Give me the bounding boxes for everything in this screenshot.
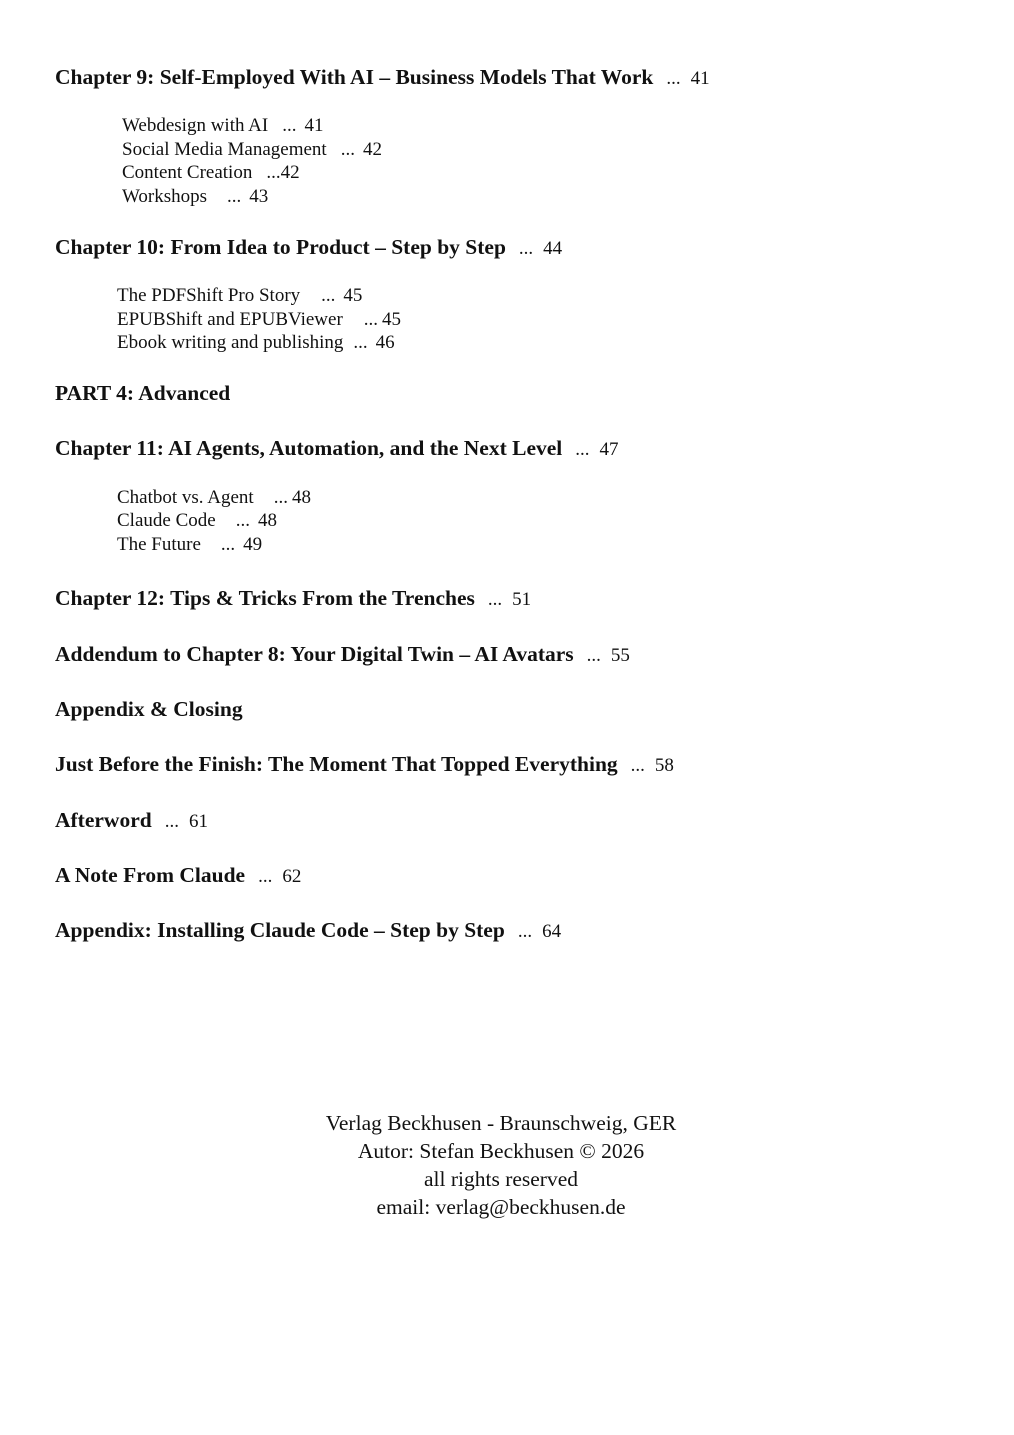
toc-entry-note-from-claude[interactable] [55, 862, 301, 890]
leader-dots: ... [164, 811, 179, 832]
leader-dots: ... [220, 534, 236, 555]
page-number: 47 [599, 439, 619, 460]
leader-dots: ... [363, 309, 379, 330]
chapter-title: Addendum to Chapter 8: Your Digital Twin – AI Avatars [55, 642, 574, 666]
page-number: 45 [343, 285, 363, 306]
leader-dots: ... [266, 162, 281, 183]
leader-dots: ... [235, 510, 250, 531]
chapter-title: Appendix: Installing Claude Code – Step by Step [55, 918, 505, 942]
page-number: 55 [610, 645, 630, 666]
publisher-line: Verlag Beckhusen - Braunschweig, GER [325, 1111, 677, 1135]
page-number: 41 [304, 115, 324, 136]
toc-entry-chapter-11[interactable] [55, 435, 619, 463]
toc-entry-chapter-10[interactable] [55, 234, 562, 262]
chapter-title: Chapter 9: Self-Employed With AI – Business Models That Work [55, 65, 654, 89]
subsection-title: Workshops [122, 186, 208, 207]
page-number: 48 [257, 510, 277, 531]
page-number: 42 [280, 162, 300, 183]
toc-entry-social-media[interactable] [122, 138, 382, 162]
leader-dots: ... [282, 115, 297, 136]
page-number: 64 [542, 921, 562, 942]
leader-dots: ... [227, 186, 242, 207]
page-number: 48 [291, 487, 311, 508]
toc-entry-appendix-installing[interactable] [55, 917, 561, 945]
toc-entry-content-creation[interactable] [122, 161, 300, 185]
subsection-title: Claude Code [117, 510, 216, 531]
toc-entry-pdfshift[interactable] [117, 284, 362, 308]
subsection-title: EPUBShift and EPUBViewer [117, 309, 343, 330]
toc-entry-chapter-12[interactable] [55, 585, 531, 613]
subsection-title: Chatbot vs. Agent [117, 487, 254, 508]
leader-dots: ... [353, 332, 368, 353]
toc-entry-claude-code[interactable] [117, 509, 277, 533]
leader-dots: ... [258, 866, 273, 887]
leader-dots: ... [575, 439, 590, 460]
toc-entry-ebook-writing[interactable] [117, 331, 395, 355]
leader-dots: ... [487, 589, 503, 610]
part-heading-appendix-closing [55, 696, 243, 722]
leader-dots: ... [666, 68, 681, 89]
page-number: 61 [188, 811, 208, 832]
toc-entry-chapter-9[interactable] [55, 64, 710, 92]
page-number: 58 [654, 755, 674, 776]
chapter-title: Chapter 11: AI Agents, Automation, and the Next Level [55, 436, 563, 460]
toc-entry-before-finish[interactable] [55, 751, 674, 779]
author-line: Autor: Stefan Beckhusen © 2026 [357, 1139, 645, 1163]
subsection-title: Ebook writing and publishing [117, 332, 344, 353]
chapter-title: A Note From Claude [55, 863, 246, 887]
toc-entry-chatbot-vs-agent[interactable] [117, 486, 311, 510]
toc-entry-afterword[interactable] [55, 807, 208, 835]
subsection-title: Webdesign with AI [122, 115, 269, 136]
imprint [0, 1109, 1002, 1221]
chapter-title: Chapter 12: Tips & Tricks From the Trenches [55, 586, 475, 610]
page-number: 44 [543, 238, 563, 259]
page-number: 43 [249, 186, 269, 207]
part-heading-4 [55, 380, 230, 406]
chapter-title: Just Before the Finish: The Moment That Topped Everything [55, 752, 618, 776]
leader-dots: ... [517, 921, 533, 942]
toc-entry-epubshift[interactable] [117, 308, 401, 332]
subsection-title: The PDFShift Pro Story [117, 285, 301, 306]
page-number: 41 [690, 68, 710, 89]
page-number: 51 [512, 589, 532, 610]
page-number: 45 [382, 309, 402, 330]
leader-dots: ... [273, 487, 288, 508]
subsection-title: The Future [117, 534, 201, 555]
part-title: PART 4: Advanced [55, 381, 231, 405]
email-line: email: verlag@beckhusen.de [376, 1195, 626, 1219]
subsection-title: Content Creation [122, 162, 253, 183]
part-title: Appendix & Closing [55, 697, 243, 721]
page-number: 42 [362, 139, 382, 160]
page-number: 62 [282, 866, 302, 887]
toc-entry-webdesign[interactable] [122, 114, 323, 138]
rights-line: all rights reserved [423, 1167, 579, 1191]
toc-entry-the-future[interactable] [117, 533, 262, 557]
subsection-title: Social Media Management [122, 139, 327, 160]
leader-dots: ... [586, 645, 601, 666]
page-number: 46 [375, 332, 395, 353]
page-number: 49 [243, 534, 263, 555]
leader-dots: ... [630, 755, 645, 776]
toc-entry-workshops[interactable] [122, 185, 268, 209]
leader-dots: ... [518, 238, 534, 259]
toc-entry-addendum-chapter-8[interactable] [55, 641, 630, 669]
chapter-title: Afterword [55, 808, 152, 832]
leader-dots: ... [321, 285, 336, 306]
chapter-title: Chapter 10: From Idea to Product – Step by Step [55, 235, 506, 259]
leader-dots: ... [340, 139, 355, 160]
